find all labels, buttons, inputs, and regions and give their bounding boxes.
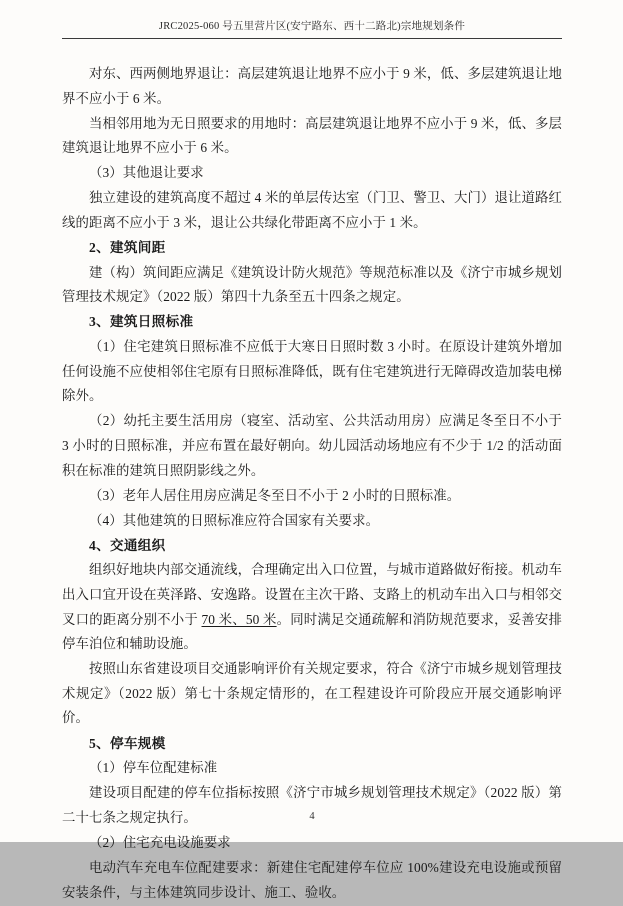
section-heading: 5、停车规模 xyxy=(89,735,166,751)
section-heading: 4、交通组织 xyxy=(89,537,166,553)
paragraph: 按照山东省建设项目交通影响评价有关规定要求，符合《济宁市城乡规划管理技术规定》（2022 版）第七十条规定情形的，在工程建设许可阶段应开展交通影响评价。 xyxy=(62,661,562,726)
paragraph: （2）幼托主要生活用房（寝室、活动室、公共活动用房）应满足冬至日不小于 3 小时的日照标准，并应布置在最好朝向。幼儿园活动场地应有不少于 1/2 的活动面积在标准的建筑日照阴影线之外。 xyxy=(62,413,562,478)
paragraph: （3）老年人居住用房应满足冬至日不小于 2 小时的日照标准。 xyxy=(89,487,461,503)
paragraph: 电动汽车充电车位配建要求：新建住宅配建停车位应 100%建设充电设施或预留安装条件，与主体建筑同步设计、施工、验收。 xyxy=(62,860,562,900)
paragraph: （4）其他建筑的日照标准应符合国家有关要求。 xyxy=(89,512,380,528)
paragraph: （2）住宅充电设施要求 xyxy=(89,834,231,850)
underlined-value: 70 米、50 米 xyxy=(201,611,277,627)
paragraph: 当相邻用地为无日照要求的用地时：高层建筑退让地界不应小于 9 米，低、多层建筑退让地界不应小于 6 米。 xyxy=(62,115,562,156)
section-heading: 3、建筑日照标准 xyxy=(89,314,194,330)
paragraph: 对东、西两侧地界退让：高层建筑退让地界不应小于 9 米，低、多层建筑退让地界不应小于 6 米。 xyxy=(62,66,562,106)
paragraph: （3）其他退让要求 xyxy=(89,165,204,181)
page-number: 4 xyxy=(309,811,315,822)
document-body xyxy=(62,62,562,906)
page-header: JRC2025-060 号五里营片区(安宁路东、西十二路北)宗地规划条件 xyxy=(158,21,466,32)
page-inner xyxy=(62,0,562,900)
paragraph: 建（构）筑间距应满足《建筑设计防火规范》等规范标准以及《济宁市城乡规划管理技术规定》（2022 版）第四十九条至五十四条之规定。 xyxy=(62,264,562,305)
header-divider xyxy=(62,38,562,39)
paragraph-text-post: 。同时满足交通疏解和消防规范要求，妥善安排停车泊位和辅助设施。 xyxy=(62,611,562,652)
paragraph: 独立建设的建筑高度不超过 4 米的单层传达室（门卫、警卫、大门）退让道路红线的距离不应小于 3 米，退让公共绿化带距离不应小于 1 米。 xyxy=(62,190,562,231)
paragraph-with-underline xyxy=(62,558,562,656)
paragraph: （1）停车位配建标准 xyxy=(89,760,218,776)
section-heading: 2、建筑间距 xyxy=(89,240,166,256)
paragraph-text-pre: 组织好地块内部交通流线，合理确定出入口位置，与城市道路做好衔接。机动车出入口宜开设在英泽路、安逸路。设置在主次干路、支路上的机动车出入口与相邻交叉口的距离分别不小于 xyxy=(62,562,562,627)
paragraph: （1）住宅建筑日照标准不应低于大寒日日照时数 3 小时。在原设计建筑外增加任何设施不应使相邻住宅原有日照标准降低，既有住宅建筑进行无障碍改造加装电梯除外。 xyxy=(62,339,562,404)
paragraph: 建设项目配建的停车位指标按照《济宁市城乡规划管理技术规定》（2022 版）第二十七条之规定执行。 xyxy=(62,785,562,825)
